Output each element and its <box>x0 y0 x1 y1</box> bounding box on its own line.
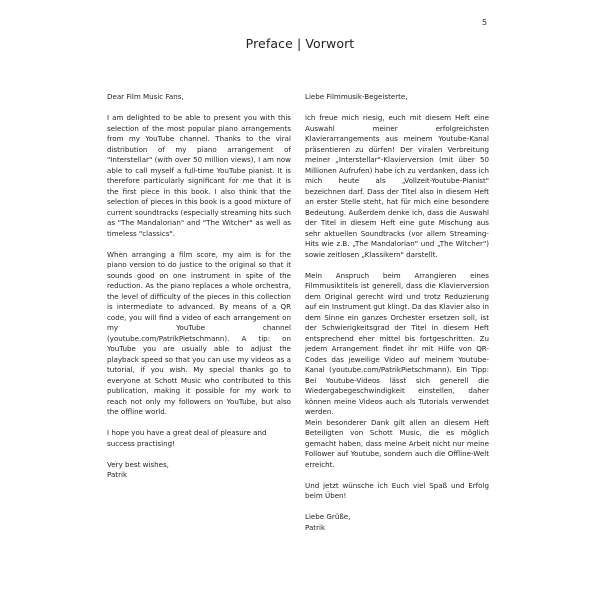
english-salutation: Dear Film Music Fans, <box>107 92 184 101</box>
english-paragraph-1: I am delighted to be able to present you with this selection of the most popular piano arrangements from my YouTube channel. Thanks to the viral distribution of my piano arrangement of "Interstellar" (with over 50 million views), I am now able to call myself a full-time YouTube pianist. It is therefore particularly significant for me that it is the first piece in this book. I also think that the selection of pieces in this book is a good mixture of current soundtracks (especially streaming hits such as "The Mandalorian" and "The Witcher" as well as timeless "classics". <box>107 113 291 238</box>
german-closing: Liebe Grüße, <box>305 512 351 521</box>
page-title: Preface | Vorwort <box>245 36 355 51</box>
english-paragraph-2: When arranging a film score, my aim is for the piano version to do justice to the original so that it sounds good on one instrument in spite of the reduction. As the piano replaces a whole orchestra, the level of difficulty of the pieces in this collection is intermediate to advanced. By means of a QR code, you will find a video of each arrangement on my YouTube channel (youtube.com/PatrikPietschmann). A tip: on YouTube you are usually able to adjust the playback speed so that you can use my videos as a tutorial, if you wish. My special thanks go to everyone at Schott Music who contributed to this publication, making it possible for my work to reach not only my followers on YouTube, but also the offline world. <box>107 249 291 416</box>
english-column <box>107 92 291 481</box>
german-paragraph-3: Mein besonderer Dank gilt allen an diesem Heft Beteiligten von Schott Music, die es möglich gemacht haben, dass meine Arbeit nicht nur meine Follower auf Youtube, sondern auch die Offline-Welt erreicht. <box>305 417 489 469</box>
german-salutation: Liebe Filmmusik-Begeisterte, <box>305 92 408 101</box>
german-paragraph-4: Und jetzt wünsche ich Euch viel Spaß und Erfolg beim Üben! <box>305 480 489 500</box>
german-column <box>305 92 489 533</box>
german-paragraph-1: ich freue mich riesig, euch mit diesem Heft eine Auswahl meiner erfolgreichsten Klavierarrangements aus meinem Youtube-Kanal präsentieren zu dürfen! Der viralen Verbreitung meiner „Interstellar"-Klavierversion (mit über 50 Millionen Aufrufen) habe ich zu verdanken, dass ich mich heute als „Vollzeit-Youtube-Pianist" bezeichnen darf. Dass der Titel also in diesem Heft an erster Stelle steht, hat für mich eine besondere Bedeutung. Außerdem denke ich, dass die Auswahl der Titel in diesem Heft eine gute Mischung aus sehr aktuellen Soundtracks (vor allem Streaming-Hits wie z.B. „The Mandalorian" und „The Witcher") sowie zeitlosen „Klassikern" darstellt. <box>305 113 489 259</box>
german-paragraph-2: Mein Anspruch beim Arrangieren eines Filmmusiktitels ist generell, dass die Klavierversion dem Original gerecht wird und trotz Reduzierung auf ein Instrument gut klingt. Da das Klavier also in dem Sinne ein ganzes Orchester ersetzen soll, ist der Schwierigkeitsgrad der Titel in diesem Heft entsprechend eher mittel bis fortgeschritten. Zu jedem Arrangement findet ihr mit Hilfe von QR-Codes das jeweilige Video auf meinem Youtube-Kanal (youtube.com/PatrikPietschmann). Ein Tipp: Bei Youtube-Videos lässt sich generell die Wiedergabegeschwindigkeit einstellen, daher können meine Videos auch als Tutorials verwendet werden. <box>305 270 489 416</box>
page-number: 5 <box>482 18 488 27</box>
english-paragraph-3: I hope you have a great deal of pleasure and success practising! <box>107 428 267 448</box>
english-closing: Very best wishes, <box>107 459 169 469</box>
english-signature: Patrik <box>107 470 128 479</box>
german-signature: Patrik <box>305 522 326 532</box>
